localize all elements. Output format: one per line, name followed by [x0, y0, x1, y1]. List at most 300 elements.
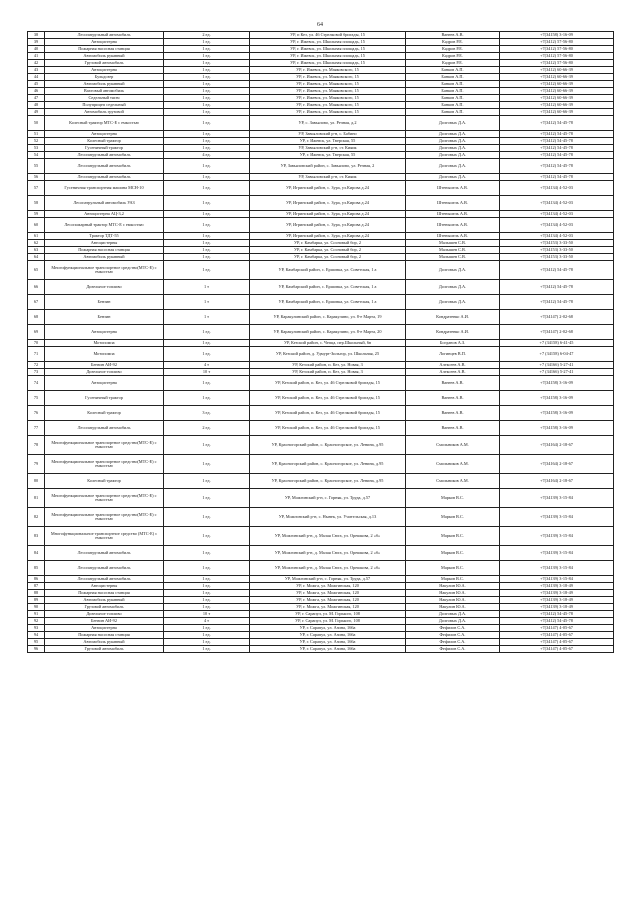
responsible-person-cell: Банков А.П.: [406, 88, 500, 95]
location-address-cell: УР, Завьяловский р-н, ст. Кияик: [250, 174, 406, 181]
quantity-cell: 1 ед.: [164, 81, 250, 88]
phone-cell: +7(3412) 57-56-80: [500, 46, 614, 53]
row-number-cell: 45: [28, 81, 45, 88]
responsible-person-cell: Марков В.С.: [406, 546, 500, 561]
responsible-person-cell: Марков В.С.: [406, 527, 500, 546]
table-row: [28, 218, 614, 233]
location-address-cell: УР, г. Ижевск, ул. Маяковского, 15: [250, 88, 406, 95]
phone-cell: +7(34134) 4-52-03: [500, 181, 614, 196]
table-row: [28, 247, 614, 254]
responsible-person-cell: Кадров Р.Е.: [406, 39, 500, 46]
responsible-person-cell: Банков А.П.: [406, 74, 500, 81]
phone-cell: +7(34139) 3-15-84: [500, 561, 614, 576]
phone-cell: +7(34164) 2-18-67: [500, 455, 614, 474]
location-address-cell: УР, г. Сарапул, ул. Азина, 166а: [250, 646, 406, 653]
quantity-cell: 1 т: [164, 295, 250, 310]
responsible-person-cell: Банков А.П.: [406, 81, 500, 88]
location-address-cell: УР, г. Ижевск, ул. Школьная площадь, 15: [250, 53, 406, 60]
row-number-cell: 56: [28, 174, 45, 181]
row-number-cell: 64: [28, 254, 45, 261]
location-address-cell: УР, Можгинский р-н, д. Малая Сюга, ул. Орешкова, 2 «б»: [250, 561, 406, 576]
location-address-cell: УР, Каракулинский район, с. Каракулино, ул. 8-е Марта, 20: [250, 325, 406, 340]
location-address-cell: УР, г. Ижевск, ул. Маяковского, 15: [250, 95, 406, 102]
quantity-cell: 1 ед.: [164, 240, 250, 247]
table-row: [28, 597, 614, 604]
location-address-cell: УР, Кезский район, п. Кез, ул. Новая, 3: [250, 369, 406, 376]
quantity-cell: 1 ед.: [164, 53, 250, 60]
table-row: [28, 508, 614, 527]
row-number-cell: 76: [28, 406, 45, 421]
table-row: [28, 145, 614, 152]
row-number-cell: 40: [28, 46, 45, 53]
row-number-cell: 74: [28, 376, 45, 391]
equipment-name-cell: Колесный трактор: [45, 138, 164, 145]
phone-cell: +7(34134) 4-52-03: [500, 233, 614, 240]
row-number-cell: 52: [28, 138, 45, 145]
equipment-name-cell: Многофункциональное транспортное средство(МТС-Е) с емкостью: [45, 261, 164, 280]
phone-cell: +7(34158) 3-16-09: [500, 376, 614, 391]
location-address-cell: УР, г. Ижевск, ул. Маяковского, 15: [250, 81, 406, 88]
location-address-cell: УР, г. Ижевск, ул. Маяковского, 15: [250, 74, 406, 81]
phone-cell: +7(34134) 4-52-03: [500, 211, 614, 218]
phone-cell: +7(3412) 54-45-78: [500, 174, 614, 181]
row-number-cell: 68: [28, 310, 45, 325]
equipment-name-cell: Автомобиль рукавный: [45, 597, 164, 604]
responsible-person-cell: Штеньшель А.В.: [406, 218, 500, 233]
location-address-cell: УР, Игринский район, с. Зура, ул.Кирова д.24: [250, 233, 406, 240]
table-row: [28, 604, 614, 611]
quantity-cell: 1 ед.: [164, 247, 250, 254]
responsible-person-cell: Долговых Д.А.: [406, 280, 500, 295]
table-row: [28, 583, 614, 590]
equipment-name-cell: Многофункциональное транспортное средство (МТС-Е) с емкостью: [45, 527, 164, 546]
phone-cell: +7(3412) 54-45-78: [500, 138, 614, 145]
table-row: [28, 369, 614, 376]
phone-cell: +7(3412) 54-45-78: [500, 131, 614, 138]
equipment-name-cell: Лесопатрульный автомобиль УАЗ: [45, 196, 164, 211]
responsible-person-cell: Банков А.П.: [406, 67, 500, 74]
table-row: [28, 74, 614, 81]
location-address-cell: УР, г. Сарапул, ул. Азина, 166а: [250, 625, 406, 632]
location-address-cell: УР, Можгинский р-н, с. Горняк, ул. Труда, д.57: [250, 576, 406, 583]
row-number-cell: 95: [28, 639, 45, 646]
phone-cell: +7(34147) 2-02-68: [500, 310, 614, 325]
phone-cell: +7(3412) 54-45-78: [500, 295, 614, 310]
phone-cell: +7(34139) 3-15-84: [500, 508, 614, 527]
table-row: [28, 347, 614, 362]
phone-cell: +7(3412) 54-45-78: [500, 618, 614, 625]
equipment-name-cell: Пожарная насосная станция: [45, 590, 164, 597]
phone-cell: +7(3412) 60-66-39: [500, 67, 614, 74]
responsible-person-cell: Ванеев А.В.: [406, 32, 500, 39]
responsible-person-cell: Малышев С.В.: [406, 240, 500, 247]
row-number-cell: 79: [28, 455, 45, 474]
phone-cell: +7(34147) 4-05-67: [500, 639, 614, 646]
location-address-cell: УР, г. Ижевск, ул. Школьная площадь, 15: [250, 46, 406, 53]
phone-cell: +7 (34158) 6-04-47: [500, 347, 614, 362]
equipment-name-cell: Автоцистерна: [45, 131, 164, 138]
quantity-cell: 1 т: [164, 280, 250, 295]
responsible-person-cell: Банков А.П.: [406, 95, 500, 102]
responsible-person-cell: Марков В.С.: [406, 508, 500, 527]
phone-cell: +7 (34166) 5-27-41: [500, 362, 614, 369]
responsible-person-cell: Фефилов С.А.: [406, 625, 500, 632]
row-number-cell: 39: [28, 39, 45, 46]
table-row: [28, 95, 614, 102]
equipment-name-cell: Лесопатрульный автомобиль: [45, 561, 164, 576]
quantity-cell: 1 ед.: [164, 102, 250, 109]
location-address-cell: УР, Камбарский район, с. Ершовка, ул. Советская, 1 а: [250, 295, 406, 310]
row-number-cell: 78: [28, 436, 45, 455]
table-row: [28, 46, 614, 53]
equipment-name-cell: Автомобиль рукавный: [45, 81, 164, 88]
registry-body: [28, 32, 614, 653]
location-address-cell: УР, Можгинский р-н, с. Горняк, ул. Труда, д.57: [250, 489, 406, 508]
table-row: [28, 138, 614, 145]
equipment-name-cell: Автоцистерна: [45, 625, 164, 632]
row-number-cell: 62: [28, 240, 45, 247]
row-number-cell: 65: [28, 261, 45, 280]
table-row: [28, 67, 614, 74]
location-address-cell: УР, г. Можга, ул. Можгинская, 120: [250, 590, 406, 597]
location-address-cell: УР, п Кез, ул. 46 Стрелковой бригады, 15: [250, 32, 406, 39]
phone-cell: +7(3412) 54-45-78: [500, 280, 614, 295]
phone-cell: +7(34139) 3-15-84: [500, 546, 614, 561]
equipment-name-cell: Грузовой автомобиль: [45, 646, 164, 653]
quantity-cell: 1 ед.: [164, 46, 250, 53]
location-address-cell: УР, Кезский район, п. Кез, ул. Новая, 3: [250, 362, 406, 369]
quantity-cell: 1 ед.: [164, 196, 250, 211]
equipment-name-cell: Грузовой автомобиль: [45, 604, 164, 611]
responsible-person-cell: Долговых Д.А.: [406, 116, 500, 131]
quantity-cell: 1 ед.: [164, 590, 250, 597]
location-address-cell: УР, г. Камбарка, ул. Сосновый бор, 2: [250, 247, 406, 254]
table-row: [28, 632, 614, 639]
quantity-cell: 1 ед.: [164, 233, 250, 240]
quantity-cell: 1 ед.: [164, 347, 250, 362]
equipment-name-cell: Лесопатрульный автомобиль: [45, 152, 164, 159]
phone-cell: +7(34147) 4-05-67: [500, 625, 614, 632]
responsible-person-cell: Фефилов С.А.: [406, 646, 500, 653]
row-number-cell: 49: [28, 109, 45, 116]
phone-cell: +7(34147) 2-02-68: [500, 325, 614, 340]
table-row: [28, 32, 614, 39]
location-address-cell: УР, г. Сарапул, ул. Азина, 166а: [250, 639, 406, 646]
row-number-cell: 48: [28, 102, 45, 109]
phone-cell: +7 (34166) 5-27-41: [500, 369, 614, 376]
quantity-cell: 1 ед.: [164, 561, 250, 576]
equipment-name-cell: Бензин: [45, 295, 164, 310]
quantity-cell: 1 ед.: [164, 218, 250, 233]
responsible-person-cell: Ванеев А.В.: [406, 376, 500, 391]
phone-cell: +7(34147) 4-05-67: [500, 646, 614, 653]
equipment-name-cell: Автомобиль грузовой: [45, 109, 164, 116]
row-number-cell: 42: [28, 60, 45, 67]
location-address-cell: УР, Завьяловский р-н, с. Бабино: [250, 131, 406, 138]
equipment-name-cell: Бульдозер: [45, 74, 164, 81]
equipment-name-cell: Многофункциональное транспортное средство(МТС-Е) с емкостью: [45, 489, 164, 508]
location-address-cell: УР, г. Ижевск, ул. Школьная площадь, 15: [250, 39, 406, 46]
phone-cell: +7(34158) 3-16-09: [500, 406, 614, 421]
responsible-person-cell: Долговых Д.А.: [406, 295, 500, 310]
quantity-cell: 1 т: [164, 310, 250, 325]
location-address-cell: УР, Камбарский район, с. Ершовка, ул. Советская, 1 а: [250, 261, 406, 280]
row-number-cell: 75: [28, 391, 45, 406]
location-address-cell: УР, Красногорский район, с. Красногорское, ул. Ленина, д.95: [250, 436, 406, 455]
table-row: [28, 625, 614, 632]
responsible-person-cell: Кадров Р.Е.: [406, 46, 500, 53]
row-number-cell: 58: [28, 196, 45, 211]
table-row: [28, 233, 614, 240]
row-number-cell: 84: [28, 546, 45, 561]
location-address-cell: УР, г. Камбарка, ул. Сосновый бор, 2: [250, 254, 406, 261]
phone-cell: +7(34147) 4-05-67: [500, 632, 614, 639]
location-address-cell: УР, Камбарский район, с. Ершовка, ул. Советская, 1 а: [250, 280, 406, 295]
responsible-person-cell: Фефилов С.А.: [406, 639, 500, 646]
table-row: [28, 39, 614, 46]
quantity-cell: 1 ед.: [164, 109, 250, 116]
row-number-cell: 43: [28, 67, 45, 74]
equipment-name-cell: Бензин АИ-92: [45, 362, 164, 369]
quantity-cell: 1 ед.: [164, 583, 250, 590]
phone-cell: +7(34153) 3-33-50: [500, 240, 614, 247]
table-row: [28, 406, 614, 421]
row-number-cell: 82: [28, 508, 45, 527]
phone-cell: +7(3412) 60-66-39: [500, 81, 614, 88]
quantity-cell: 1 ед.: [164, 527, 250, 546]
row-number-cell: 90: [28, 604, 45, 611]
table-row: [28, 376, 614, 391]
location-address-cell: УР, г. Ижевск, ул. Школьная площадь, 15: [250, 60, 406, 67]
row-number-cell: 73: [28, 369, 45, 376]
location-address-cell: УР, Кезский район, п. Кез, ул. 46 Стрелковой бригады, 15: [250, 376, 406, 391]
phone-cell: +7(34139) 3-15-84: [500, 576, 614, 583]
location-address-cell: УР, с. Завьялово, ул. Речная, д.2: [250, 116, 406, 131]
quantity-cell: 1 ед.: [164, 646, 250, 653]
phone-cell: +7(34139) 3-15-84: [500, 527, 614, 546]
table-row: [28, 362, 614, 369]
responsible-person-cell: Кондратенко А.И.: [406, 325, 500, 340]
phone-cell: +7(3412) 54-45-78: [500, 261, 614, 280]
quantity-cell: 1 ед.: [164, 181, 250, 196]
quantity-cell: 1 ед.: [164, 116, 250, 131]
responsible-person-cell: Долговых Д.А.: [406, 261, 500, 280]
table-row: [28, 131, 614, 138]
location-address-cell: УР, Кезский район, п. Кез, ул. 46 Стрелковой бригады, 15: [250, 421, 406, 436]
location-address-cell: УР, Кезский район, д. Удмурт-Зильгор, ул. Школьная, 25: [250, 347, 406, 362]
row-number-cell: 55: [28, 159, 45, 174]
phone-cell: +7(3412) 54-45-78: [500, 159, 614, 174]
table-row: [28, 254, 614, 261]
equipment-name-cell: Пожарная насосная станция: [45, 632, 164, 639]
phone-cell: +7(34134) 4-52-03: [500, 196, 614, 211]
equipment-name-cell: Пожарная насосная станция: [45, 46, 164, 53]
table-row: [28, 576, 614, 583]
equipment-name-cell: Многофункциональное транспортное средство(МТС-Е) с емкостью: [45, 436, 164, 455]
table-row: [28, 310, 614, 325]
row-number-cell: 38: [28, 32, 45, 39]
row-number-cell: 85: [28, 561, 45, 576]
row-number-cell: 51: [28, 131, 45, 138]
row-number-cell: 66: [28, 280, 45, 295]
equipment-name-cell: Лесопожарный трактор МТС-Е с емкостью: [45, 218, 164, 233]
responsible-person-cell: Долговых Д.А.: [406, 145, 500, 152]
table-row: [28, 211, 614, 218]
location-address-cell: УР, Завьяловский район, с. Завьялово, ул. Речная, 2: [250, 159, 406, 174]
equipment-name-cell: Дизельное топливо: [45, 280, 164, 295]
equipment-name-cell: Мотопомпа: [45, 340, 164, 347]
table-row: [28, 109, 614, 116]
location-address-cell: УР, Кезский район, п. Кез, ул. 46 Стрелковой бригады, 15: [250, 406, 406, 421]
responsible-person-cell: Накулин Ю.А.: [406, 604, 500, 611]
responsible-person-cell: Алексеев А.В.: [406, 362, 500, 369]
equipment-name-cell: Автомобиль рукавный: [45, 53, 164, 60]
location-address-cell: УР, г. Ижевск, ул. Маяковского, 15: [250, 102, 406, 109]
phone-cell: +7(3412) 54-45-78: [500, 152, 614, 159]
phone-cell: +7(3412) 60-66-39: [500, 109, 614, 116]
responsible-person-cell: Штеньшель А.В.: [406, 196, 500, 211]
responsible-person-cell: Ванеев А.В.: [406, 421, 500, 436]
location-address-cell: УР, г. Ижевск, ул. Маяковского, 15: [250, 109, 406, 116]
table-row: [28, 436, 614, 455]
quantity-cell: 1 ед.: [164, 474, 250, 489]
responsible-person-cell: Долговых Д.А.: [406, 618, 500, 625]
phone-cell: +7(3412) 54-45-78: [500, 116, 614, 131]
location-address-cell: УР, Завьяловский р-н, ст. Кияик: [250, 145, 406, 152]
equipment-name-cell: Автоцистерны: [45, 240, 164, 247]
table-row: [28, 618, 614, 625]
equipment-name-cell: Автоцистерна: [45, 67, 164, 74]
equipment-name-cell: Полуприцеп седельный: [45, 102, 164, 109]
phone-cell: +7(34153) 3-33-50: [500, 247, 614, 254]
quantity-cell: 1 ед.: [164, 597, 250, 604]
equipment-name-cell: Грузовой автомобиль: [45, 60, 164, 67]
quantity-cell: 1 ед.: [164, 625, 250, 632]
equipment-name-cell: Автоцистерна АЦ-3,2: [45, 211, 164, 218]
table-row: [28, 546, 614, 561]
quantity-cell: 1 ед.: [164, 576, 250, 583]
quantity-cell: 10 т: [164, 369, 250, 376]
quantity-cell: 1 ед.: [164, 159, 250, 174]
quantity-cell: 1 ед.: [164, 604, 250, 611]
table-row: [28, 88, 614, 95]
table-row: [28, 611, 614, 618]
phone-cell: +7(34164) 2-18-67: [500, 474, 614, 489]
location-address-cell: УР, Игринский район, с. Зура, ул.Кирова д.24: [250, 196, 406, 211]
location-address-cell: УР, Можгинский р-н, с. Нынек, ул. Учительская, д.13: [250, 508, 406, 527]
responsible-person-cell: Богданов А.З.: [406, 340, 500, 347]
table-row: [28, 102, 614, 109]
location-address-cell: УР, Можгинский р-н, д. Малая Сюга, ул. Орешкова, 2 «б»: [250, 527, 406, 546]
equipment-name-cell: Колесный трактор МТС-Е с емкостью: [45, 116, 164, 131]
responsible-person-cell: Малышев С.В.: [406, 254, 500, 261]
equipment-name-cell: Лесопатрульный автомобиль: [45, 174, 164, 181]
table-row: [28, 261, 614, 280]
quantity-cell: 1 ед.: [164, 639, 250, 646]
equipment-name-cell: Лесопатрульный автомобиль: [45, 32, 164, 39]
table-row: [28, 240, 614, 247]
row-number-cell: 89: [28, 597, 45, 604]
responsible-person-cell: Кадров Р.Е.: [406, 53, 500, 60]
quantity-cell: 1 ед.: [164, 60, 250, 67]
equipment-name-cell: Автомобиль рукавный: [45, 254, 164, 261]
responsible-person-cell: Алексеев А.В.: [406, 369, 500, 376]
responsible-person-cell: Смольников А.М.: [406, 455, 500, 474]
quantity-cell: 1 ед.: [164, 489, 250, 508]
responsible-person-cell: Марков В.С.: [406, 576, 500, 583]
quantity-cell: 1 ед.: [164, 455, 250, 474]
page-number: 64: [317, 22, 323, 28]
location-address-cell: УР, г. Ижевск, ул. Маяковского, 15: [250, 67, 406, 74]
location-address-cell: УР, Кезский район, п. Кез, ул. 46 Стрелковой бригады, 15: [250, 391, 406, 406]
quantity-cell: 1 ед.: [164, 340, 250, 347]
equipment-name-cell: Лесопатрульный автомобиль: [45, 576, 164, 583]
equipment-registry-table: [27, 31, 614, 653]
responsible-person-cell: Штеньшель А.В.: [406, 233, 500, 240]
responsible-person-cell: Ванеев А.В.: [406, 406, 500, 421]
equipment-name-cell: Бензин АИ-92: [45, 618, 164, 625]
quantity-cell: 1 ед.: [164, 261, 250, 280]
responsible-person-cell: Логинцев В.П.: [406, 347, 500, 362]
location-address-cell: УР, Красногорский район, с. Красногорское, ул. Ленина, д.95: [250, 455, 406, 474]
row-number-cell: 63: [28, 247, 45, 254]
quantity-cell: 1 ед.: [164, 131, 250, 138]
table-row: [28, 391, 614, 406]
row-number-cell: 94: [28, 632, 45, 639]
table-row: [28, 152, 614, 159]
responsible-person-cell: Марков В.С.: [406, 561, 500, 576]
quantity-cell: 1 ед.: [164, 95, 250, 102]
location-address-cell: УР, г. Ижевск, ул. Тверская, 55: [250, 152, 406, 159]
responsible-person-cell: Кадров Р.Е.: [406, 60, 500, 67]
responsible-person-cell: Смольников А.М.: [406, 436, 500, 455]
location-address-cell: УР, г. Камбарка, ул. Сосновый бор, 2: [250, 240, 406, 247]
row-number-cell: 41: [28, 53, 45, 60]
row-number-cell: 80: [28, 474, 45, 489]
table-row: [28, 295, 614, 310]
phone-cell: +7(34139) 3-15-84: [500, 489, 614, 508]
table-row: [28, 646, 614, 653]
table-row: [28, 159, 614, 174]
table-row: [28, 590, 614, 597]
row-number-cell: 57: [28, 181, 45, 196]
equipment-name-cell: Дизельное топливо: [45, 369, 164, 376]
location-address-cell: УР, г. Можга, ул. Можгинская, 120: [250, 604, 406, 611]
table-row: [28, 639, 614, 646]
row-number-cell: 92: [28, 618, 45, 625]
equipment-name-cell: Гусеничный трактор: [45, 145, 164, 152]
location-address-cell: УР, г. Можга, ул. Можгинская, 120: [250, 583, 406, 590]
table-row: [28, 489, 614, 508]
location-address-cell: УР, г. Ижевск, ул. Тверская, 55: [250, 138, 406, 145]
phone-cell: +7(3412) 54-45-78: [500, 145, 614, 152]
phone-cell: +7(34134) 4-52-03: [500, 218, 614, 233]
phone-cell: +7(3412) 57-56-80: [500, 53, 614, 60]
row-number-cell: 69: [28, 325, 45, 340]
quantity-cell: 1 ед.: [164, 254, 250, 261]
responsible-person-cell: Банков А.П.: [406, 102, 500, 109]
row-number-cell: 91: [28, 611, 45, 618]
equipment-name-cell: Пожарная насосная станция: [45, 247, 164, 254]
table-row: [28, 561, 614, 576]
quantity-cell: 1 ед.: [164, 211, 250, 218]
equipment-name-cell: Автоцистерна: [45, 39, 164, 46]
row-number-cell: 70: [28, 340, 45, 347]
phone-cell: +7(3412) 60-66-39: [500, 74, 614, 81]
quantity-cell: 1 ед.: [164, 508, 250, 527]
responsible-person-cell: Штеньшель А.В.: [406, 211, 500, 218]
quantity-cell: 2 ед.: [164, 421, 250, 436]
